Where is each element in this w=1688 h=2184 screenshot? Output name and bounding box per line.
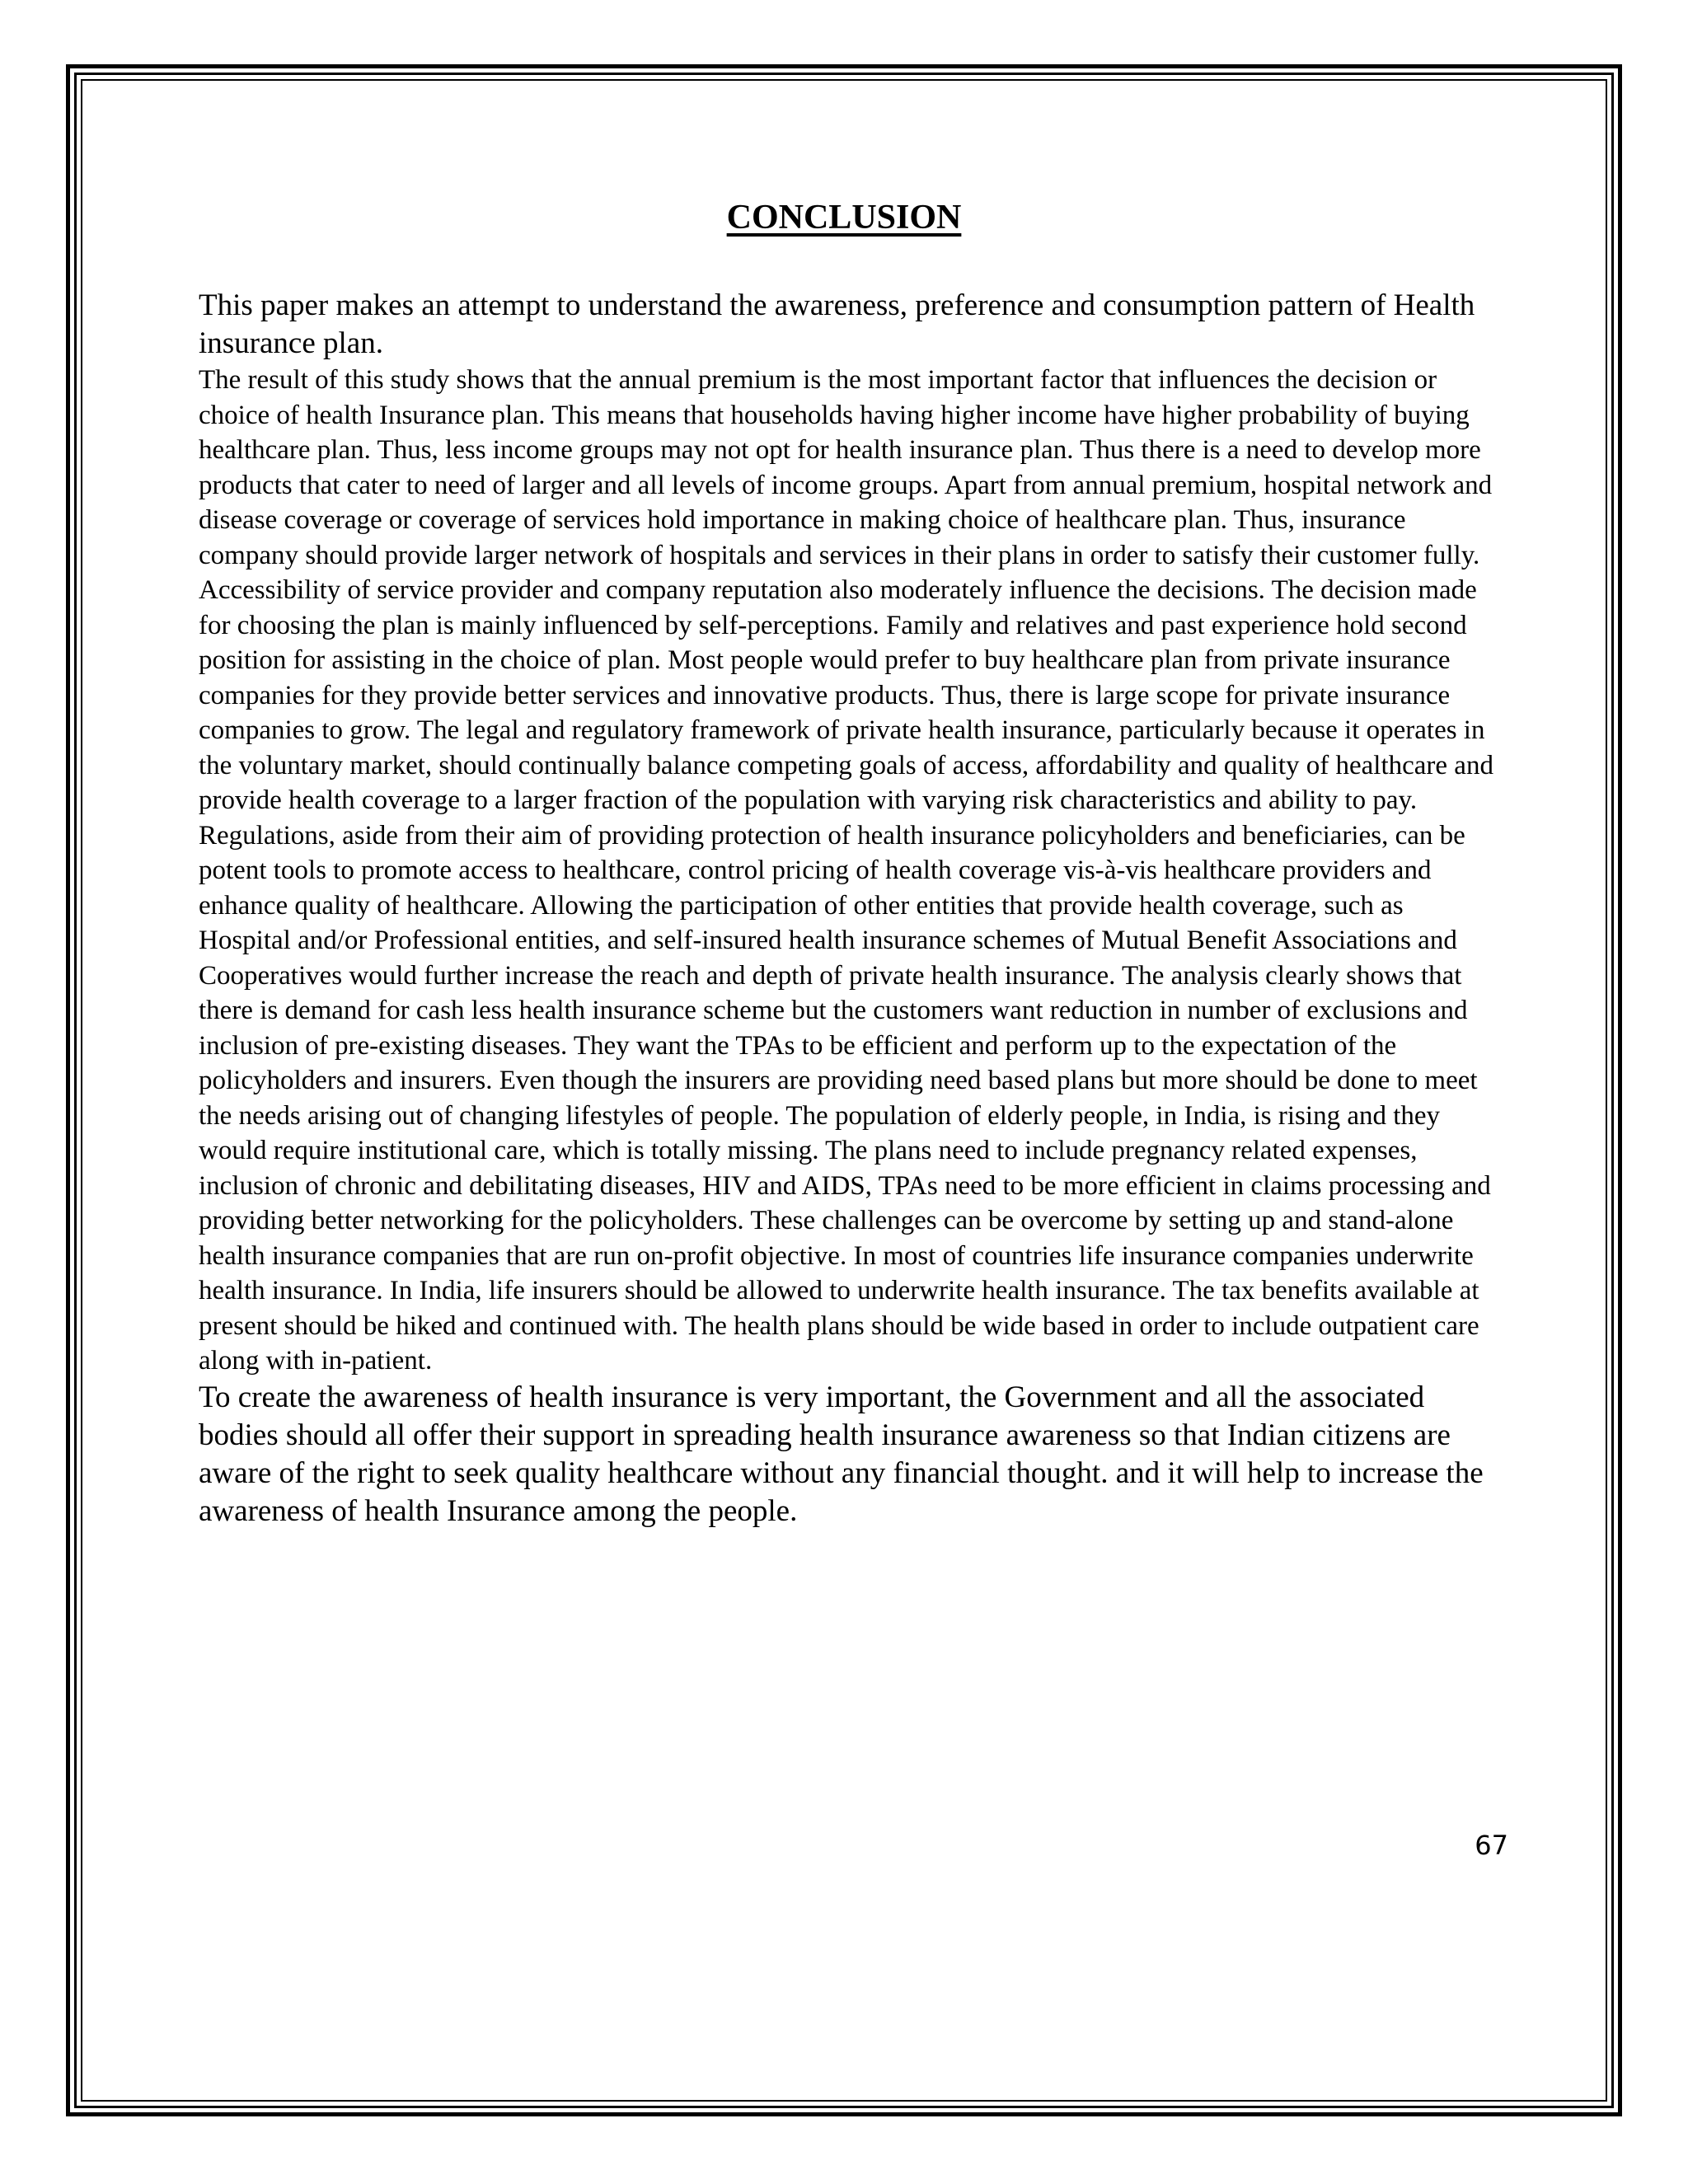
main-paragraph: The result of this study shows that the annual premium is the most important factor that influences the decision or choice of health Insurance plan. This means that households having higher income have higher probability of buying healthcare plan. Thus, less income groups may not opt for health insurance plan. Thus there is a need to develop more products that cater to need of larger and all levels of income groups. Apart from annual premium, hospital network and disease coverage or coverage of services hold importance in making choice of healthcare plan. Thus, insurance company should provide larger network of hospitals and services in their plans in order to satisfy their customer fully. Accessibility of service provider and company reputation also moderately influence the decisions. The decision made for choosing the plan is mainly influenced by self-perceptions. Family and relatives and past experience hold second position for assisting in the choice of plan. Most people would prefer to buy healthcare plan from private insurance companies for they provide better services and innovative products. Thus, there is large scope for private insurance companies to grow. The legal and regulatory framework of private health insurance, particularly because it operates in the voluntary market, should continually balance competing goals of access, affordability and quality of healthcare and provide health coverage to a larger fraction of the population with varying risk characteristics and ability to pay. Regulations, aside from their aim of providing protection of health insurance policyholders and beneficiaries, can be potent tools to promote access to healthcare, control pricing of health coverage vis-à-vis healthcare providers and enhance quality of healthcare. Allowing the participation of other entities that provide health coverage, such as Hospital and/or Professional entities, and self-insured health insurance schemes of Mutual Benefit Associations and Cooperatives would further increase the reach and depth of private health insurance. The analysis clearly shows that there is demand for cash less health insurance scheme but the customers want reduction in number of exclusions and inclusion of pre-existing diseases. They want the TPAs to be efficient and perform up to the expectation of the policyholders and insurers. Even though the insurers are providing need based plans but more should be done to meet the needs arising out of changing lifestyles of people. The population of elderly people, in India, is rising and they would require institutional care, which is totally missing. The plans need to include pregnancy related expenses, inclusion of chronic and debilitating diseases, HIV and AIDS, TPAs need to be more efficient in claims processing and providing better networking for the policyholders. These challenges can be overcome by setting up and stand-alone health insurance companies that are run on-profit objective. In most of countries life insurance companies underwrite health insurance. In India, life insurers should be allowed to underwrite health insurance. The tax benefits available at present should be hiked and continued with. The health plans should be wide based in order to include outpatient care along with in-patient. [199,365,1493,1376]
page-number: 67 [1475,1830,1508,1861]
closing-paragraph: To create the awareness of health insurance is very important, the Government and all the associated bodies should all offer their support in spreading health insurance awareness so that Indian citizens are aware of the right to seek quality healthcare without any financial thought. and it will help to increase the awareness of health Insurance among the people. [199,1380,1484,1528]
page-title: CONCLUSION [726,199,962,237]
document-body [199,287,1501,1530]
intro-paragraph: This paper makes an attempt to understand the awareness, preference and consumption pattern of Health insurance plan. [199,288,1475,360]
